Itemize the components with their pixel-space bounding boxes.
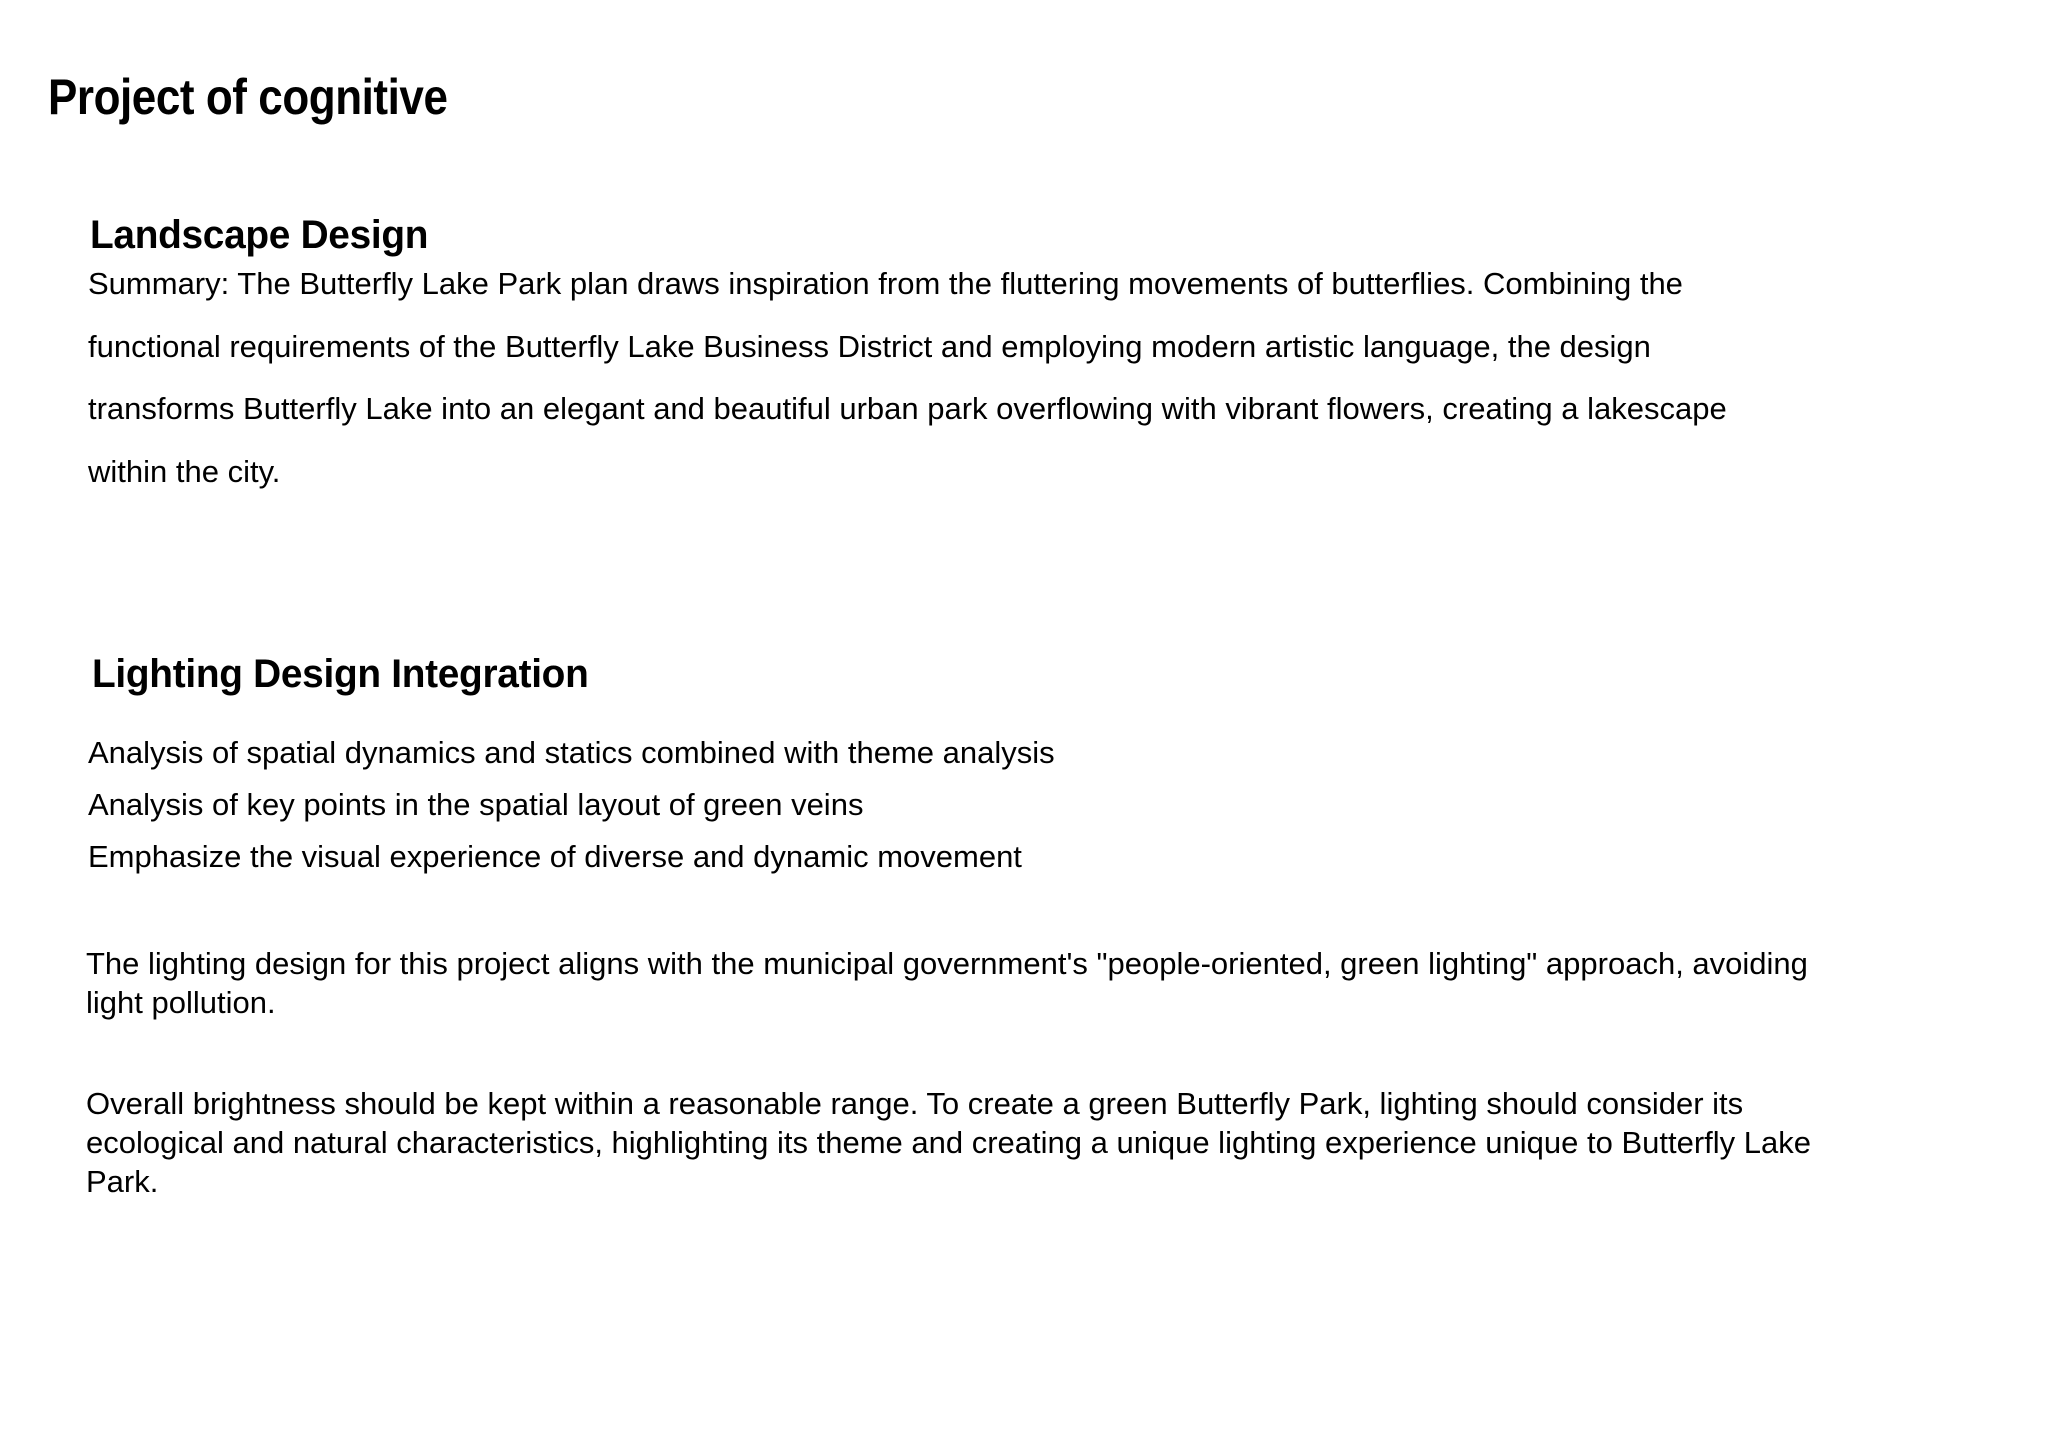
approach-line: light pollution.: [86, 985, 276, 1020]
summary-line: functional requirements of the Butterfly Lake Business District and employing modern artistic language, the design: [88, 328, 1651, 364]
approach-line: The lighting design for this project aligns with the municipal government's "people-oriented, green lighting" approach, avoiding: [86, 946, 1808, 981]
summary-line: within the city.: [88, 453, 281, 489]
analysis-item: Analysis of key points in the spatial layout of green veins: [88, 787, 864, 822]
summary-line: transforms Butterfly Lake into an elegant and beautiful urban park overflowing with vibrant flowers, creating a lakescape: [88, 391, 1727, 426]
analysis-item: Emphasize the visual experience of diverse and dynamic movement: [88, 839, 1022, 874]
section-heading-lighting-design-integration: Lighting Design Integration: [92, 652, 589, 697]
lighting-approach-paragraph: [86, 944, 1808, 1022]
landscape-summary-paragraph: [88, 253, 1727, 503]
lighting-analysis-list: [88, 727, 1055, 883]
brightness-line: ecological and natural characteristics, highlighting its theme and creating a unique lighting experience unique to Butterfly Lake: [86, 1125, 1812, 1160]
document-title: Project of cognitive: [48, 68, 448, 125]
analysis-item: Analysis of spatial dynamics and statics combined with theme analysis: [88, 735, 1055, 770]
brightness-line: Overall brightness should be kept within a reasonable range. To create a green Butterfly Park, lighting should consider its: [86, 1086, 1744, 1121]
section-heading-landscape-design: Landscape Design: [90, 213, 429, 258]
lighting-brightness-paragraph: [86, 1084, 1811, 1201]
summary-line: Summary: The Butterfly Lake Park plan draws inspiration from the fluttering movements of butterflies. Combining the: [88, 266, 1683, 301]
brightness-line: Park.: [86, 1164, 159, 1199]
